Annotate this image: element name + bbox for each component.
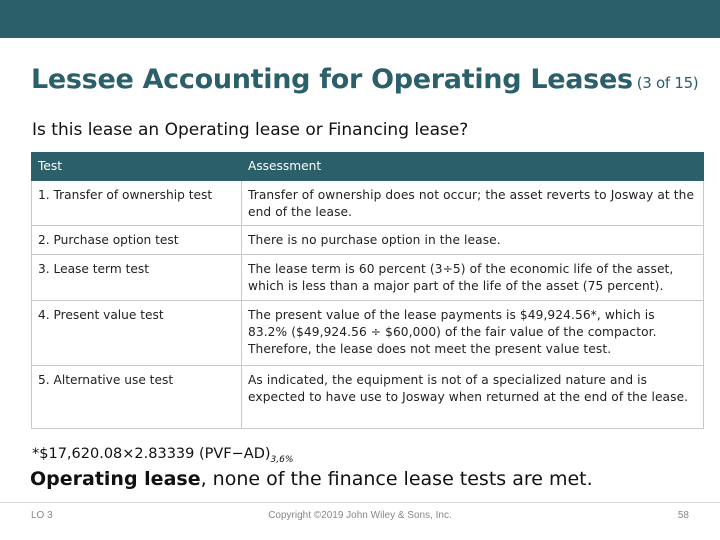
conclusion-rest: , none of the finance lease tests are met. [200,468,593,490]
table-row [32,226,704,255]
slide-question: Is this lease an Operating lease or Financing lease? [32,120,469,140]
test-cell: 5. Alternative use test [32,366,242,429]
assessment-cell: The lease term is 60 percent (3÷5) of the economic life of the asset, which is less than a major part of the life of the asset (75 percent). [242,255,704,301]
header-test: Test [32,153,242,181]
test-cell: 3. Lease term test [32,255,242,301]
header-assessment: Assessment [242,153,704,181]
table-row [32,255,704,301]
footnote-text: *$17,620.08×2.83339 (PVF−AD) [32,446,271,462]
top-banner [0,0,720,38]
conclusion [30,468,593,490]
table-row [32,181,704,226]
footer-page-number: 58 [677,510,689,521]
footer-learning-objective: LO 3 [31,510,53,521]
table-header-row [32,153,704,181]
test-cell: 4. Present value test [32,301,242,366]
test-cell: 2. Purchase option test [32,226,242,255]
footer-divider [0,502,720,503]
slide-title [31,64,698,95]
footer-copyright: Copyright ©2019 John Wiley & Sons, Inc. [268,510,452,521]
table-row [32,366,704,429]
footnote-subscript: 3,6% [270,454,294,465]
slide-title-text: Lessee Accounting for Operating Leases [31,64,633,95]
assessment-cell: The present value of the lease payments is $49,924.56*, which is 83.2% ($49,924.56 ÷ $60,000) of the fair value of the compactor. Therefore, the lease does not meet the present value test. [242,301,704,366]
slide-title-suffix: (3 of 15) [636,74,699,92]
assessment-cell: Transfer of ownership does not occur; the asset reverts to Josway at the end of the lease. [242,181,704,226]
conclusion-bold: Operating lease [30,468,201,490]
assessment-cell: There is no purchase option in the lease. [242,226,704,255]
lease-tests-table [31,152,704,429]
assessment-cell: As indicated, the equipment is not of a specialized nature and is expected to have use to Josway when returned at the end of the lease. [242,366,704,429]
table-row [32,301,704,366]
test-cell: 1. Transfer of ownership test [32,181,242,226]
footnote [32,446,293,465]
